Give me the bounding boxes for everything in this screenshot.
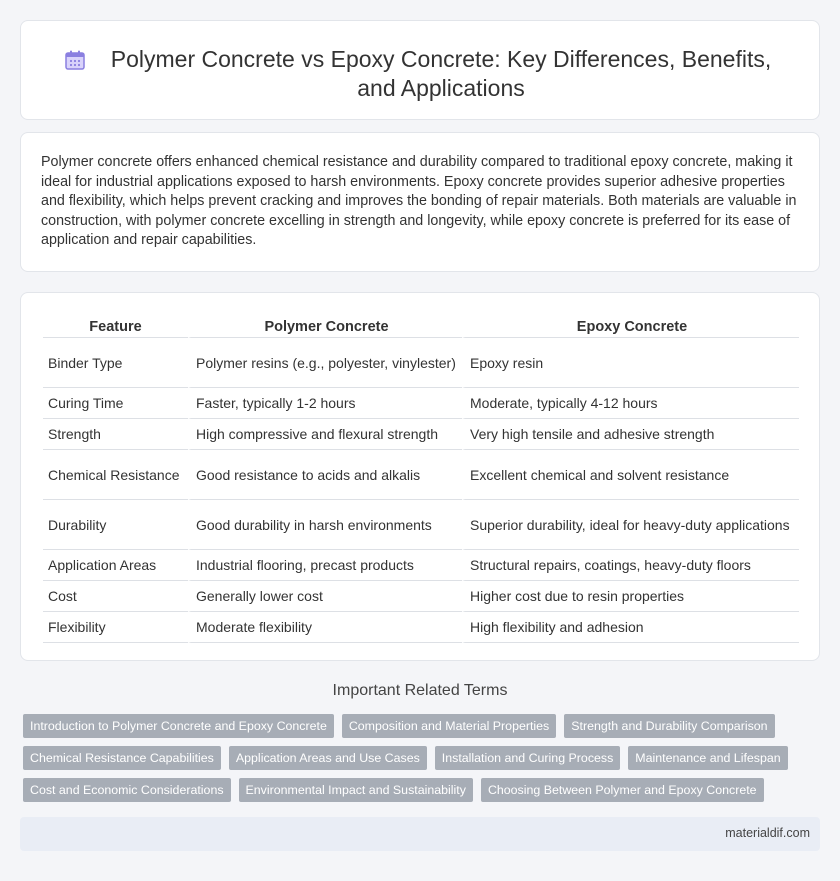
related-tag[interactable]: Environmental Impact and Sustainability (239, 778, 473, 802)
polymer-cell: Industrial flooring, precast products (188, 550, 462, 581)
polymer-cell: Faster, typically 1-2 hours (188, 388, 462, 419)
related-tag[interactable]: Choosing Between Polymer and Epoxy Concrete (481, 778, 764, 802)
comparison-table (43, 313, 799, 643)
header-epoxy-concrete: Epoxy Concrete (462, 313, 799, 338)
epoxy-cell: Excellent chemical and solvent resistance (462, 450, 799, 500)
polymer-cell: Polymer resins (e.g., polyester, vinylester) (188, 338, 462, 388)
epoxy-cell: Structural repairs, coatings, heavy-duty floors (462, 550, 799, 581)
table-row (43, 550, 799, 581)
related-terms-heading: Important Related Terms (332, 682, 508, 699)
epoxy-cell: Very high tensile and adhesive strength (462, 419, 799, 450)
related-tag[interactable]: Installation and Curing Process (435, 746, 621, 770)
related-tag[interactable]: Application Areas and Use Cases (229, 746, 427, 770)
table-row (43, 612, 799, 643)
intro-card (20, 132, 820, 272)
related-tag[interactable]: Maintenance and Lifespan (628, 746, 787, 770)
feature-cell: Cost (43, 581, 188, 612)
epoxy-cell: Higher cost due to resin properties (462, 581, 799, 612)
feature-cell: Chemical Resistance (43, 450, 188, 500)
related-tag[interactable]: Introduction to Polymer Concrete and Epoxy Concrete (23, 714, 334, 738)
footer (20, 817, 820, 851)
polymer-cell: Good durability in harsh environments (188, 500, 462, 550)
feature-cell: Strength (43, 419, 188, 450)
intro-paragraph: Polymer concrete offers enhanced chemical resistance and durability compared to traditional epoxy concrete, making it ideal for industrial applications exposed to harsh environments. Epoxy concrete provides superior adhesive properties and flexibility, which helps prevent cracking and improves the bonding of repair materials. Both materials are valuable in construction, with polymer concrete excelling in strength and longevity, while epoxy concrete is preferred for its ease of application and repair capabilities. (41, 154, 797, 249)
table-row (43, 500, 799, 550)
header-polymer-concrete: Polymer Concrete (188, 313, 462, 338)
feature-cell: Curing Time (43, 388, 188, 419)
comparison-table-card (20, 292, 820, 661)
polymer-cell: Good resistance to acids and alkalis (188, 450, 462, 500)
related-tag[interactable]: Chemical Resistance Capabilities (23, 746, 221, 770)
polymer-cell: Moderate flexibility (188, 612, 462, 643)
related-tag[interactable]: Cost and Economic Considerations (23, 778, 231, 802)
header-feature: Feature (43, 313, 188, 338)
feature-cell: Durability (43, 500, 188, 550)
feature-cell: Flexibility (43, 612, 188, 643)
related-tag[interactable]: Strength and Durability Comparison (564, 714, 774, 738)
polymer-cell: Generally lower cost (188, 581, 462, 612)
title-card (20, 20, 820, 120)
feature-cell: Application Areas (43, 550, 188, 581)
table-row (43, 450, 799, 500)
page-title: Polymer Concrete vs Epoxy Concrete: Key Differences, Benefits, and Applications (110, 46, 772, 101)
epoxy-cell: Epoxy resin (462, 338, 799, 388)
epoxy-cell: Moderate, typically 4-12 hours (462, 388, 799, 419)
feature-cell: Binder Type (43, 338, 188, 388)
related-terms-tags (23, 714, 823, 810)
polymer-cell: High compressive and flexural strength (188, 419, 462, 450)
table-row (43, 338, 799, 388)
epoxy-cell: High flexibility and adhesion (462, 612, 799, 643)
table-row (43, 419, 799, 450)
table-row (43, 388, 799, 419)
table-row (43, 581, 799, 612)
related-tag[interactable]: Composition and Material Properties (342, 714, 556, 738)
epoxy-cell: Superior durability, ideal for heavy-duty applications (462, 500, 799, 550)
table-header-row (43, 313, 799, 338)
footer-site-link[interactable]: materialdif.com (725, 826, 810, 840)
